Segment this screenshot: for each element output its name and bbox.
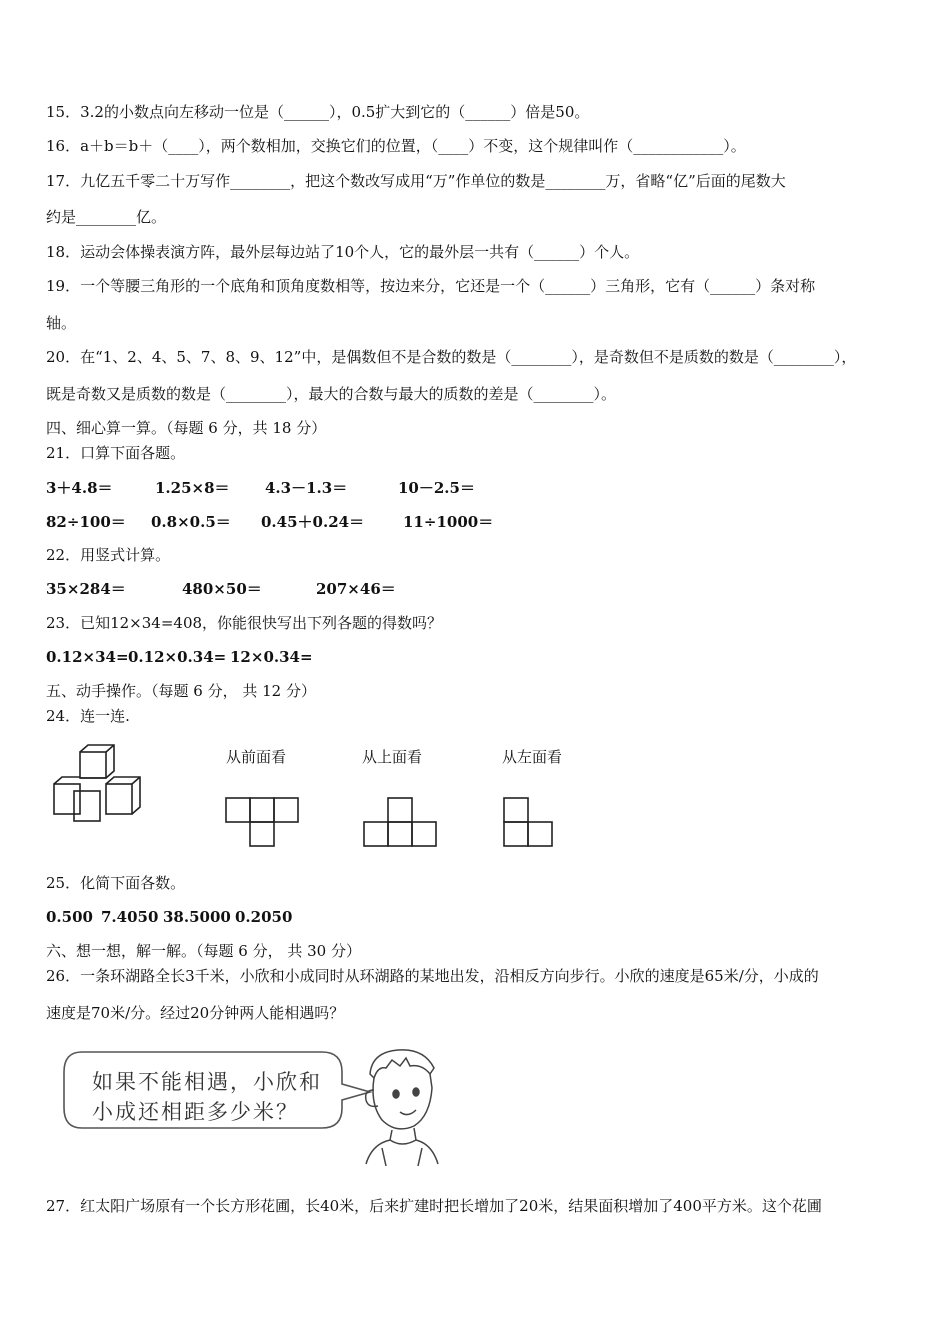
question-16: 16．a＋b＝b＋（____），两个数相加，交换它们的位置，（____）不变，这个规律叫作（____________）。	[46, 137, 746, 155]
bubble-text-line2: 小成还相距多少米？	[92, 1100, 299, 1124]
number-item: 0.500	[46, 908, 93, 926]
calc-item: 4.3－1.3＝	[265, 479, 348, 497]
calc-item: 0.12×0.34=	[128, 648, 227, 666]
view-label-left: 从左面看	[502, 748, 563, 766]
question-17-line1: 17．九亿五千零二十万写作________，把这个数改写成用“万”作单位的数是________万，省略“亿”后面的尾数大	[46, 172, 786, 190]
question-23: 23．已知12×34=408，你能很快写出下列各题的得数吗？	[46, 614, 443, 632]
cube-solid-figure	[46, 742, 146, 824]
calc-item: 480×50＝	[182, 580, 262, 598]
section-4-heading: 四、细心算一算。（每题 6 分，共 18 分）	[46, 419, 327, 437]
view-label-front: 从前面看	[226, 748, 287, 766]
calc-item: 82÷100＝	[46, 513, 126, 531]
question-26-line1: 26．一条环湖路全长3千米，小欣和小成同时从环湖路的某地出发，沿相反方向步行。小欣的速度是65米/分，小成的	[46, 967, 819, 985]
calc-item: 1.25×8＝	[155, 479, 230, 497]
number-item: 0.2050	[235, 908, 293, 926]
question-20-line1: 20．在“1、2、4、5、7、8、9、12”中，是偶数但不是合数的数是（________），是奇数但不是质数的数是（________），	[46, 348, 857, 366]
calc-item: 207×46＝	[316, 580, 396, 598]
question-21: 21．口算下面各题。	[46, 444, 186, 462]
view-label-top: 从上面看	[362, 748, 423, 766]
number-item: 38.5000	[163, 908, 231, 926]
question-17-line2: 约是________亿。	[46, 208, 167, 226]
question-25: 25．化简下面各数。	[46, 874, 186, 892]
calc-item: 11÷1000＝	[403, 513, 494, 531]
section-6-heading: 六、想一想，解一解。（每题 6 分， 共 30 分）	[46, 942, 361, 960]
question-18: 18．运动会体操表演方阵，最外层每边站了10个人，它的最外层一共有（______）个人。	[46, 243, 640, 261]
bubble-text-line1: 如果不能相遇，小欣和	[92, 1070, 322, 1094]
view-shape-2	[362, 796, 442, 850]
calc-item: 0.12×34=	[46, 648, 129, 666]
calc-item: 10－2.5＝	[398, 479, 475, 497]
question-19-line1: 19．一个等腰三角形的一个底角和顶角度数相等，按边来分，它还是一个（______）三角形，它有（______）条对称	[46, 277, 816, 295]
question-20-line2: 既是奇数又是质数的数是（________），最大的合数与最大的质数的差是（________）。	[46, 385, 617, 403]
calc-item: 0.8×0.5＝	[151, 513, 231, 531]
question-19-line2: 轴。	[46, 314, 77, 332]
question-15: 15．3.2的小数点向左移动一位是（______），0.5扩大到它的（______）倍是50。	[46, 103, 590, 121]
section-5-heading: 五、动手操作。（每题 6 分， 共 12 分）	[46, 682, 316, 700]
calc-item: 0.45＋0.24＝	[261, 513, 365, 531]
view-shape-1	[224, 796, 304, 850]
question-22: 22．用竖式计算。	[46, 546, 171, 564]
view-shape-3	[502, 796, 556, 850]
question-24: 24．连一连.	[46, 707, 130, 725]
calc-item: 35×284＝	[46, 580, 126, 598]
question-27: 27．红太阳广场原有一个长方形花圃，长40米，后来扩建时把长增加了20米，结果面积增加了400平方米。这个花圃	[46, 1197, 822, 1215]
number-item: 7.4050	[101, 908, 159, 926]
calc-item: 3＋4.8＝	[46, 479, 113, 497]
calc-item: 12×0.34=	[230, 648, 313, 666]
question-26-line2: 速度是70米/分。经过20分钟两人能相遇吗？	[46, 1004, 345, 1022]
boy-illustration	[352, 1044, 452, 1168]
